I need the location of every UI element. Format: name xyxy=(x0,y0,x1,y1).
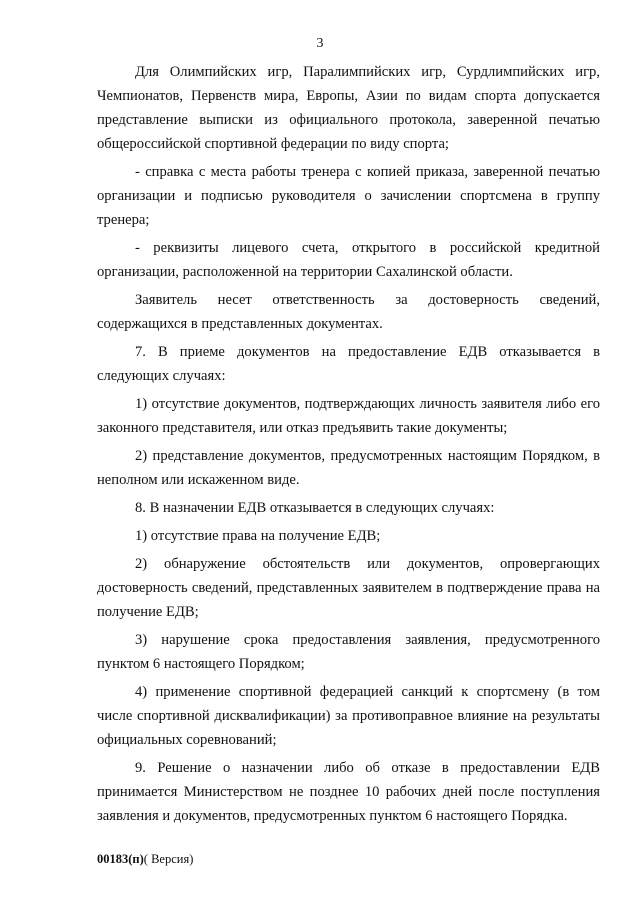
paragraph-item-8-1: 1) отсутствие права на получение ЕДВ; xyxy=(135,528,381,544)
paragraph-bank-details: - реквизиты лицевого счета, открытого в российской кредитной организации, расположенной на территории Сахалинской области. xyxy=(97,240,600,280)
paragraph-item-7: 7. В приеме документов на предоставление ЕДВ отказывается в следующих случаях: xyxy=(97,344,600,384)
paragraph-item-8-2: 2) обнаружение обстоятельств или документов, опровергающих достоверность сведений, представленных заявителем в подтверждение права на получение ЕДВ; xyxy=(97,556,600,620)
paragraph-protocol-extract: Для Олимпийских игр, Паралимпийских игр, Сурдлимпийских игр, Чемпионатов, Первенств мира, Европы, Азии по видам спорта допускается представление выписки из официального протокола, заверенной печатью общероссийской спортивной федерации по виду спорта; xyxy=(97,64,600,152)
page-number: 3 xyxy=(316,36,324,51)
paragraph-item-8-3: 3) нарушение срока предоставления заявления, предусмотренного пунктом 6 настоящего Порядком; xyxy=(97,632,600,672)
paragraph-coach-certificate: - справка с места работы тренера с копией приказа, заверенной печатью организации и подписью руководителя о зачислении спортсмена в группу тренера; xyxy=(97,164,600,228)
document-footer xyxy=(97,852,193,867)
document-code: 00183(п) xyxy=(97,852,144,866)
paragraph-item-7-2: 2) представление документов, предусмотренных настоящим Порядком, в неполном или искаженном виде. xyxy=(97,448,600,488)
document-version: ( Версия) xyxy=(143,852,194,866)
paragraph-item-7-1: 1) отсутствие документов, подтверждающих личность заявителя либо его законного представителя, или отказ предъявить такие документы; xyxy=(97,396,600,436)
paragraph-item-9: 9. Решение о назначении либо об отказе в предоставлении ЕДВ принимается Министерством не позднее 10 рабочих дней после поступления заявления и документов, предусмотренных пунктом 6 настоящего Порядка. xyxy=(97,760,600,824)
paragraph-item-8-4: 4) применение спортивной федерацией санкций к спортсмену (в том числе спортивной дисквалификации) за противоправное влияние на результаты официальных соревнований; xyxy=(97,684,600,748)
paragraph-applicant-responsibility: Заявитель несет ответственность за достоверность сведений, содержащихся в представленных документах. xyxy=(97,292,600,332)
paragraph-item-8: 8. В назначении ЕДВ отказывается в следующих случаях: xyxy=(135,500,495,516)
document-body xyxy=(97,60,600,832)
